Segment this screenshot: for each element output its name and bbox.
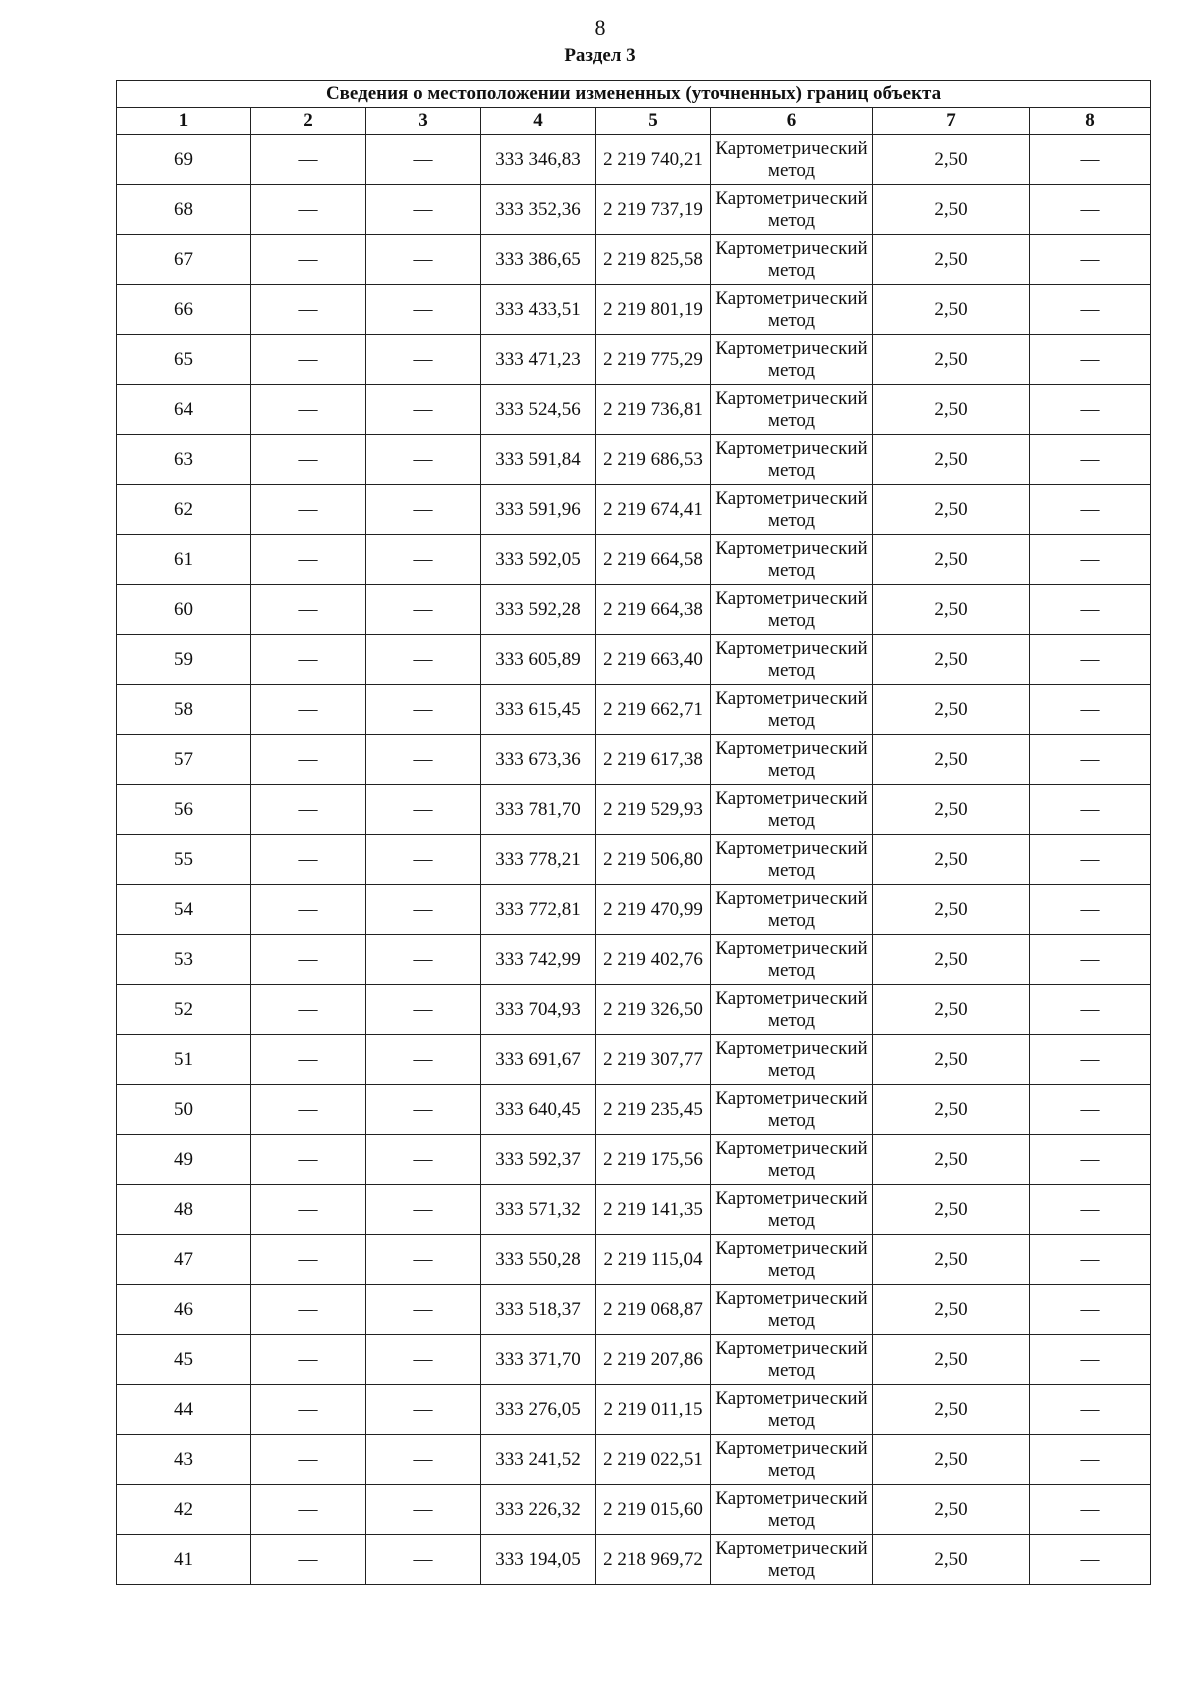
column-2-cell: — <box>251 635 366 685</box>
column-header-3: 3 <box>366 108 481 135</box>
column-3-cell: — <box>366 1485 481 1535</box>
point-number-cell: 48 <box>117 1185 251 1235</box>
column-3-cell: — <box>366 885 481 935</box>
point-number-cell: 65 <box>117 335 251 385</box>
accuracy-cell: 2,50 <box>873 435 1030 485</box>
column-3-cell: — <box>366 1185 481 1235</box>
point-number-cell: 69 <box>117 135 251 185</box>
accuracy-cell: 2,50 <box>873 1385 1030 1435</box>
column-3-cell: — <box>366 735 481 785</box>
column-3-cell: — <box>366 1435 481 1485</box>
column-2-cell: — <box>251 1535 366 1585</box>
method-cell: Картометрический метод <box>711 1135 873 1185</box>
method-cell: Картометрический метод <box>711 1335 873 1385</box>
column-8-cell: — <box>1030 1285 1151 1335</box>
column-3-cell: — <box>366 1285 481 1335</box>
coordinate-y-cell: 2 219 115,04 <box>596 1235 711 1285</box>
column-8-cell: — <box>1030 885 1151 935</box>
method-cell: Картометрический метод <box>711 235 873 285</box>
column-3-cell: — <box>366 985 481 1035</box>
column-2-cell: — <box>251 435 366 485</box>
coordinate-y-cell: 2 219 506,80 <box>596 835 711 885</box>
coordinate-x-cell: 333 778,21 <box>481 835 596 885</box>
coordinate-x-cell: 333 386,65 <box>481 235 596 285</box>
accuracy-cell: 2,50 <box>873 1185 1030 1235</box>
method-cell: Картометрический метод <box>711 635 873 685</box>
point-number-cell: 62 <box>117 485 251 535</box>
column-3-cell: — <box>366 235 481 285</box>
coordinate-x-cell: 333 742,99 <box>481 935 596 985</box>
column-2-cell: — <box>251 1035 366 1085</box>
column-3-cell: — <box>366 285 481 335</box>
method-cell: Картометрический метод <box>711 1185 873 1235</box>
point-number-cell: 53 <box>117 935 251 985</box>
page-number: 8 <box>594 15 606 40</box>
column-3-cell: — <box>366 685 481 735</box>
column-3-cell: — <box>366 935 481 985</box>
table-row <box>117 1335 1151 1385</box>
table-row <box>117 235 1151 285</box>
table-row <box>117 1185 1151 1235</box>
coordinate-y-cell: 2 218 969,72 <box>596 1535 711 1585</box>
coordinate-x-cell: 333 772,81 <box>481 885 596 935</box>
coordinate-x-cell: 333 592,28 <box>481 585 596 635</box>
point-number-cell: 59 <box>117 635 251 685</box>
column-3-cell: — <box>366 1535 481 1585</box>
point-number-cell: 55 <box>117 835 251 885</box>
method-cell: Картометрический метод <box>711 785 873 835</box>
column-8-cell: — <box>1030 1035 1151 1085</box>
point-number-cell: 49 <box>117 1135 251 1185</box>
column-2-cell: — <box>251 1185 366 1235</box>
column-2-cell: — <box>251 885 366 935</box>
method-cell: Картометрический метод <box>711 885 873 935</box>
coordinate-y-cell: 2 219 529,93 <box>596 785 711 835</box>
column-2-cell: — <box>251 1235 366 1285</box>
table-row <box>117 1235 1151 1285</box>
column-8-cell: — <box>1030 585 1151 635</box>
accuracy-cell: 2,50 <box>873 1335 1030 1385</box>
table-row <box>117 485 1151 535</box>
table-row <box>117 835 1151 885</box>
table-row <box>117 535 1151 585</box>
coordinate-x-cell: 333 571,32 <box>481 1185 596 1235</box>
section-title: Раздел 3 <box>564 45 636 66</box>
column-3-cell: — <box>366 335 481 385</box>
coordinate-x-cell: 333 194,05 <box>481 1535 596 1585</box>
point-number-cell: 56 <box>117 785 251 835</box>
accuracy-cell: 2,50 <box>873 635 1030 685</box>
column-2-cell: — <box>251 585 366 635</box>
column-8-cell: — <box>1030 685 1151 735</box>
column-3-cell: — <box>366 785 481 835</box>
coordinate-x-cell: 333 352,36 <box>481 185 596 235</box>
column-8-cell: — <box>1030 235 1151 285</box>
column-8-cell: — <box>1030 185 1151 235</box>
point-number-cell: 66 <box>117 285 251 335</box>
method-cell: Картометрический метод <box>711 535 873 585</box>
coordinate-x-cell: 333 781,70 <box>481 785 596 835</box>
column-3-cell: — <box>366 835 481 885</box>
column-3-cell: — <box>366 585 481 635</box>
coordinate-y-cell: 2 219 307,77 <box>596 1035 711 1085</box>
point-number-cell: 60 <box>117 585 251 635</box>
coordinate-y-cell: 2 219 022,51 <box>596 1435 711 1485</box>
method-cell: Картометрический метод <box>711 1485 873 1535</box>
accuracy-cell: 2,50 <box>873 1035 1030 1085</box>
column-2-cell: — <box>251 135 366 185</box>
coordinate-y-cell: 2 219 736,81 <box>596 385 711 435</box>
column-header-4: 4 <box>481 108 596 135</box>
coordinate-x-cell: 333 615,45 <box>481 685 596 735</box>
coordinate-y-cell: 2 219 207,86 <box>596 1335 711 1385</box>
point-number-cell: 57 <box>117 735 251 785</box>
method-cell: Картометрический метод <box>711 1085 873 1135</box>
accuracy-cell: 2,50 <box>873 285 1030 335</box>
column-2-cell: — <box>251 1385 366 1435</box>
column-2-cell: — <box>251 985 366 1035</box>
table-row <box>117 585 1151 635</box>
column-header-1: 1 <box>117 108 251 135</box>
accuracy-cell: 2,50 <box>873 1135 1030 1185</box>
method-cell: Картометрический метод <box>711 935 873 985</box>
table-row <box>117 1285 1151 1335</box>
table-row <box>117 1085 1151 1135</box>
point-number-cell: 58 <box>117 685 251 735</box>
column-8-cell: — <box>1030 485 1151 535</box>
column-2-cell: — <box>251 735 366 785</box>
column-2-cell: — <box>251 485 366 535</box>
method-cell: Картометрический метод <box>711 435 873 485</box>
point-number-cell: 45 <box>117 1335 251 1385</box>
coordinate-x-cell: 333 640,45 <box>481 1085 596 1135</box>
table-row <box>117 935 1151 985</box>
accuracy-cell: 2,50 <box>873 1235 1030 1285</box>
method-cell: Картометрический метод <box>711 285 873 335</box>
point-number-cell: 64 <box>117 385 251 435</box>
accuracy-cell: 2,50 <box>873 585 1030 635</box>
method-cell: Картометрический метод <box>711 985 873 1035</box>
table-row <box>117 435 1151 485</box>
accuracy-cell: 2,50 <box>873 685 1030 735</box>
table-row <box>117 1035 1151 1085</box>
point-number-cell: 54 <box>117 885 251 935</box>
coordinate-y-cell: 2 219 737,19 <box>596 185 711 235</box>
column-3-cell: — <box>366 485 481 535</box>
coordinate-x-cell: 333 591,84 <box>481 435 596 485</box>
point-number-cell: 63 <box>117 435 251 485</box>
column-2-cell: — <box>251 935 366 985</box>
accuracy-cell: 2,50 <box>873 535 1030 585</box>
coordinate-x-cell: 333 226,32 <box>481 1485 596 1535</box>
coordinate-y-cell: 2 219 775,29 <box>596 335 711 385</box>
coordinate-y-cell: 2 219 175,56 <box>596 1135 711 1185</box>
column-8-cell: — <box>1030 1085 1151 1135</box>
column-2-cell: — <box>251 335 366 385</box>
table-row <box>117 1385 1151 1435</box>
column-header-6: 6 <box>711 108 873 135</box>
accuracy-cell: 2,50 <box>873 185 1030 235</box>
boundary-coordinates-table <box>116 80 1151 1585</box>
accuracy-cell: 2,50 <box>873 835 1030 885</box>
column-2-cell: — <box>251 1335 366 1385</box>
coordinate-x-cell: 333 276,05 <box>481 1385 596 1435</box>
point-number-cell: 68 <box>117 185 251 235</box>
table-row <box>117 785 1151 835</box>
coordinate-y-cell: 2 219 470,99 <box>596 885 711 935</box>
accuracy-cell: 2,50 <box>873 385 1030 435</box>
column-3-cell: — <box>366 435 481 485</box>
column-8-cell: — <box>1030 1435 1151 1485</box>
point-number-cell: 43 <box>117 1435 251 1485</box>
method-cell: Картометрический метод <box>711 135 873 185</box>
accuracy-cell: 2,50 <box>873 1085 1030 1135</box>
column-8-cell: — <box>1030 835 1151 885</box>
coordinate-y-cell: 2 219 664,58 <box>596 535 711 585</box>
column-header-7: 7 <box>873 108 1030 135</box>
column-2-cell: — <box>251 685 366 735</box>
column-3-cell: — <box>366 185 481 235</box>
coordinate-y-cell: 2 219 068,87 <box>596 1285 711 1335</box>
coordinate-y-cell: 2 219 662,71 <box>596 685 711 735</box>
coordinate-x-cell: 333 673,36 <box>481 735 596 785</box>
method-cell: Картометрический метод <box>711 685 873 735</box>
table-row <box>117 385 1151 435</box>
column-8-cell: — <box>1030 1485 1151 1535</box>
accuracy-cell: 2,50 <box>873 335 1030 385</box>
column-8-cell: — <box>1030 335 1151 385</box>
column-header-2: 2 <box>251 108 366 135</box>
column-8-cell: — <box>1030 1235 1151 1285</box>
column-2-cell: — <box>251 235 366 285</box>
column-8-cell: — <box>1030 1535 1151 1585</box>
method-cell: Картометрический метод <box>711 735 873 785</box>
column-3-cell: — <box>366 1235 481 1285</box>
column-3-cell: — <box>366 1135 481 1185</box>
coordinate-x-cell: 333 471,23 <box>481 335 596 385</box>
point-number-cell: 47 <box>117 1235 251 1285</box>
column-header-5: 5 <box>596 108 711 135</box>
coordinate-y-cell: 2 219 235,45 <box>596 1085 711 1135</box>
column-3-cell: — <box>366 1335 481 1385</box>
coordinate-x-cell: 333 346,83 <box>481 135 596 185</box>
column-8-cell: — <box>1030 1335 1151 1385</box>
table-row <box>117 685 1151 735</box>
column-2-cell: — <box>251 185 366 235</box>
accuracy-cell: 2,50 <box>873 135 1030 185</box>
coordinate-y-cell: 2 219 664,38 <box>596 585 711 635</box>
point-number-cell: 52 <box>117 985 251 1035</box>
point-number-cell: 44 <box>117 1385 251 1435</box>
column-2-cell: — <box>251 285 366 335</box>
coordinate-x-cell: 333 518,37 <box>481 1285 596 1335</box>
column-2-cell: — <box>251 1285 366 1335</box>
point-number-cell: 67 <box>117 235 251 285</box>
table-row <box>117 635 1151 685</box>
table-row <box>117 335 1151 385</box>
point-number-cell: 51 <box>117 1035 251 1085</box>
method-cell: Картометрический метод <box>711 1385 873 1435</box>
table-row <box>117 985 1151 1035</box>
column-8-cell: — <box>1030 535 1151 585</box>
column-8-cell: — <box>1030 385 1151 435</box>
coordinate-y-cell: 2 219 674,41 <box>596 485 711 535</box>
column-3-cell: — <box>366 635 481 685</box>
coordinate-x-cell: 333 371,70 <box>481 1335 596 1385</box>
column-3-cell: — <box>366 1085 481 1135</box>
column-8-cell: — <box>1030 935 1151 985</box>
table-row <box>117 135 1151 185</box>
coordinate-y-cell: 2 219 326,50 <box>596 985 711 1035</box>
method-cell: Картометрический метод <box>711 585 873 635</box>
column-8-cell: — <box>1030 1135 1151 1185</box>
point-number-cell: 61 <box>117 535 251 585</box>
coordinate-y-cell: 2 219 402,76 <box>596 935 711 985</box>
column-8-cell: — <box>1030 785 1151 835</box>
accuracy-cell: 2,50 <box>873 735 1030 785</box>
column-2-cell: — <box>251 835 366 885</box>
coordinate-x-cell: 333 592,05 <box>481 535 596 585</box>
point-number-cell: 41 <box>117 1535 251 1585</box>
accuracy-cell: 2,50 <box>873 1285 1030 1335</box>
column-2-cell: — <box>251 1485 366 1535</box>
accuracy-cell: 2,50 <box>873 1435 1030 1485</box>
method-cell: Картометрический метод <box>711 185 873 235</box>
coordinate-x-cell: 333 241,52 <box>481 1435 596 1485</box>
column-3-cell: — <box>366 135 481 185</box>
coordinate-x-cell: 333 550,28 <box>481 1235 596 1285</box>
point-number-cell: 50 <box>117 1085 251 1135</box>
coordinate-y-cell: 2 219 740,21 <box>596 135 711 185</box>
table-row <box>117 1535 1151 1585</box>
column-2-cell: — <box>251 385 366 435</box>
method-cell: Картометрический метод <box>711 485 873 535</box>
coordinate-x-cell: 333 591,96 <box>481 485 596 535</box>
column-8-cell: — <box>1030 635 1151 685</box>
column-2-cell: — <box>251 535 366 585</box>
method-cell: Картометрический метод <box>711 1035 873 1085</box>
coordinate-y-cell: 2 219 011,15 <box>596 1385 711 1435</box>
accuracy-cell: 2,50 <box>873 1485 1030 1535</box>
accuracy-cell: 2,50 <box>873 485 1030 535</box>
method-cell: Картометрический метод <box>711 335 873 385</box>
method-cell: Картометрический метод <box>711 835 873 885</box>
coordinate-x-cell: 333 605,89 <box>481 635 596 685</box>
column-8-cell: — <box>1030 985 1151 1035</box>
coordinate-x-cell: 333 592,37 <box>481 1135 596 1185</box>
table-row <box>117 285 1151 335</box>
column-8-cell: — <box>1030 135 1151 185</box>
point-number-cell: 42 <box>117 1485 251 1535</box>
accuracy-cell: 2,50 <box>873 935 1030 985</box>
method-cell: Картометрический метод <box>711 1435 873 1485</box>
coordinate-y-cell: 2 219 801,19 <box>596 285 711 335</box>
column-8-cell: — <box>1030 285 1151 335</box>
coordinate-y-cell: 2 219 617,38 <box>596 735 711 785</box>
coordinate-x-cell: 333 691,67 <box>481 1035 596 1085</box>
column-8-cell: — <box>1030 735 1151 785</box>
column-8-cell: — <box>1030 1185 1151 1235</box>
method-cell: Картометрический метод <box>711 1535 873 1585</box>
coordinate-x-cell: 333 704,93 <box>481 985 596 1035</box>
coordinate-y-cell: 2 219 663,40 <box>596 635 711 685</box>
coordinate-y-cell: 2 219 141,35 <box>596 1185 711 1235</box>
column-3-cell: — <box>366 1385 481 1435</box>
accuracy-cell: 2,50 <box>873 985 1030 1035</box>
column-2-cell: — <box>251 785 366 835</box>
accuracy-cell: 2,50 <box>873 785 1030 835</box>
method-cell: Картометрический метод <box>711 385 873 435</box>
coordinate-x-cell: 333 524,56 <box>481 385 596 435</box>
table-caption: Сведения о местоположении измененных (уточненных) границ объекта <box>117 81 1151 108</box>
accuracy-cell: 2,50 <box>873 235 1030 285</box>
method-cell: Картометрический метод <box>711 1235 873 1285</box>
column-2-cell: — <box>251 1435 366 1485</box>
method-cell: Картометрический метод <box>711 1285 873 1335</box>
table-row <box>117 1485 1151 1535</box>
coordinate-y-cell: 2 219 015,60 <box>596 1485 711 1535</box>
table-row <box>117 735 1151 785</box>
column-2-cell: — <box>251 1085 366 1135</box>
column-3-cell: — <box>366 385 481 435</box>
coordinate-y-cell: 2 219 686,53 <box>596 435 711 485</box>
table-row <box>117 1135 1151 1185</box>
coordinate-y-cell: 2 219 825,58 <box>596 235 711 285</box>
table-row <box>117 1435 1151 1485</box>
accuracy-cell: 2,50 <box>873 885 1030 935</box>
column-header-8: 8 <box>1030 108 1151 135</box>
column-3-cell: — <box>366 1035 481 1085</box>
accuracy-cell: 2,50 <box>873 1535 1030 1585</box>
point-number-cell: 46 <box>117 1285 251 1335</box>
table-row <box>117 185 1151 235</box>
table-row <box>117 885 1151 935</box>
column-3-cell: — <box>366 535 481 585</box>
column-2-cell: — <box>251 1135 366 1185</box>
coordinate-x-cell: 333 433,51 <box>481 285 596 335</box>
column-8-cell: — <box>1030 435 1151 485</box>
column-8-cell: — <box>1030 1385 1151 1435</box>
